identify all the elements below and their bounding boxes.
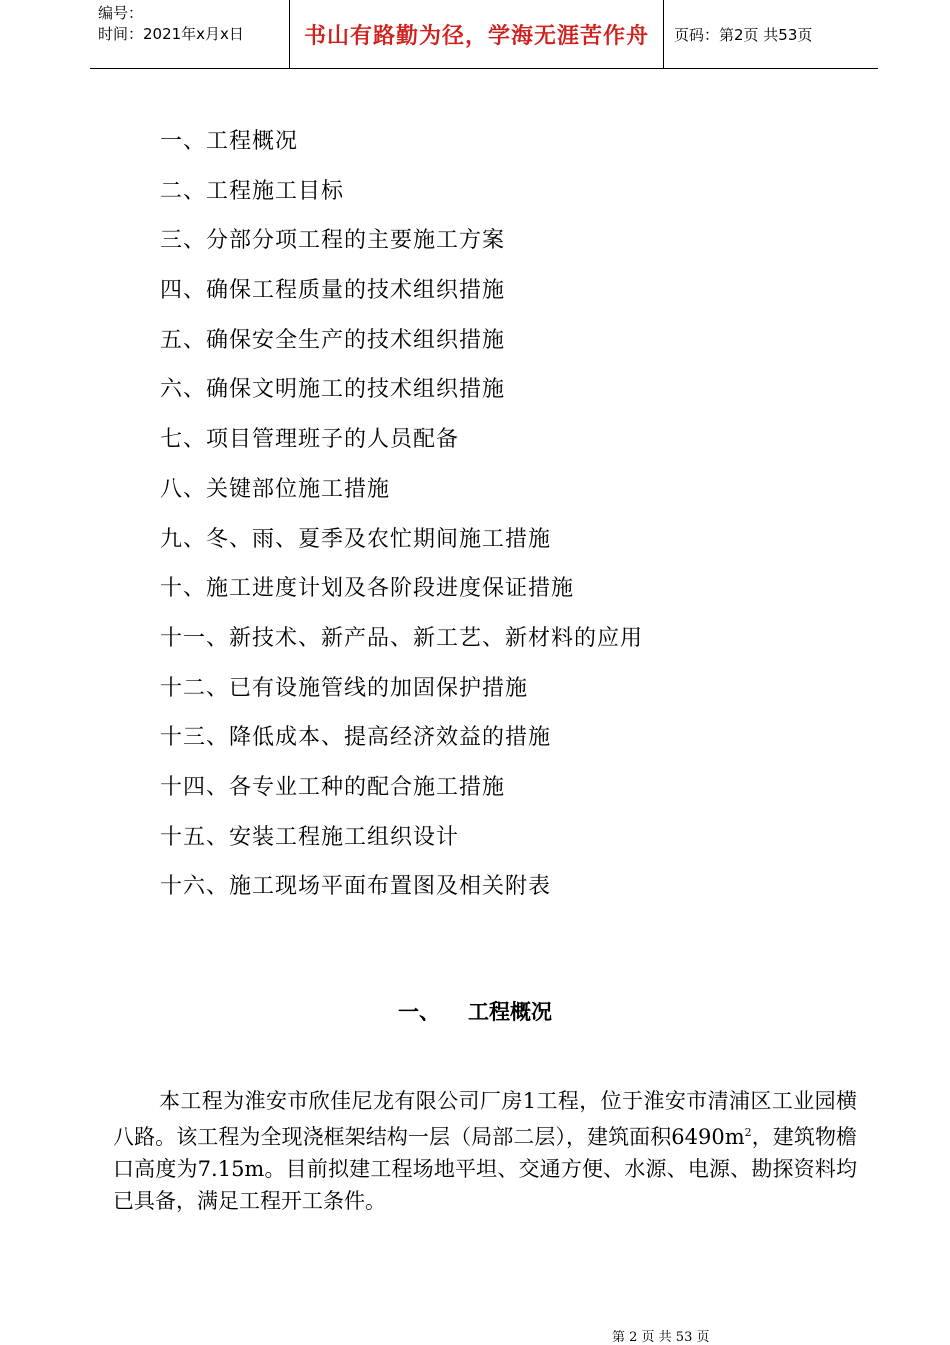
toc-item: 六、确保文明施工的技术组织措施	[160, 377, 506, 403]
superscript: 2	[744, 1126, 752, 1139]
section-heading	[0, 996, 950, 1026]
toc-item: 三、分部分项工程的主要施工方案	[160, 228, 506, 254]
toc-item: 十五、安装工程施工组织设计	[160, 824, 460, 850]
toc-item: 十三、降低成本、提高经济效益的措施	[160, 725, 552, 751]
header-page-info: 页码：第2页 共53页	[674, 25, 813, 44]
table-of-contents	[160, 124, 643, 919]
toc-item: 一、工程概况	[160, 129, 299, 154]
header-motto: 书山有路勤为径，学海无涯苦作舟	[290, 0, 664, 68]
toc-item: 七、项目管理班子的人员配备	[160, 427, 460, 453]
toc-item: 八、关键部位施工措施	[160, 476, 391, 502]
paragraph-text-1: 本工程为淮安市欣佳尼龙有限公司厂房1工程，位于淮安市清浦区工业园横八路。该工程为全现浇框架结构一层（局部二层），建筑面积6490m	[113, 1089, 857, 1149]
section-title: 工程概况	[468, 1000, 552, 1024]
serial-label: 编号：	[98, 4, 144, 22]
section-number: 一、	[398, 1000, 440, 1024]
footer-page-number: 第 2 页 共 53 页	[612, 1330, 710, 1345]
toc-item: 四、确保工程质量的技术组织措施	[160, 278, 506, 304]
page-header	[90, 0, 878, 69]
overview-paragraph	[113, 1085, 857, 1217]
toc-item: 十四、各专业工种的配合施工措施	[160, 774, 506, 800]
paragraph-text-2: ，建筑物檐口高度为7.15m。目前拟建工程场地平坦、交通方便、水源、电源、勘探资料均已具备，满足工程开工条件。	[113, 1125, 858, 1213]
toc-item: 十、施工进度计划及各阶段进度保证措施	[160, 576, 575, 602]
toc-item: 二、工程施工目标	[160, 178, 345, 204]
toc-item: 九、冬、雨、夏季及农忙期间施工措施	[160, 526, 552, 552]
toc-item: 十六、施工现场平面布置图及相关附表	[160, 874, 552, 900]
toc-item: 十一、新技术、新产品、新工艺、新材料的应用	[160, 625, 644, 651]
time-label: 时间：2021年x月x日	[98, 25, 244, 43]
toc-item: 十二、已有设施管线的加固保护措施	[160, 675, 529, 701]
header-meta	[90, 0, 290, 68]
toc-item: 五、确保安全生产的技术组织措施	[160, 327, 506, 353]
